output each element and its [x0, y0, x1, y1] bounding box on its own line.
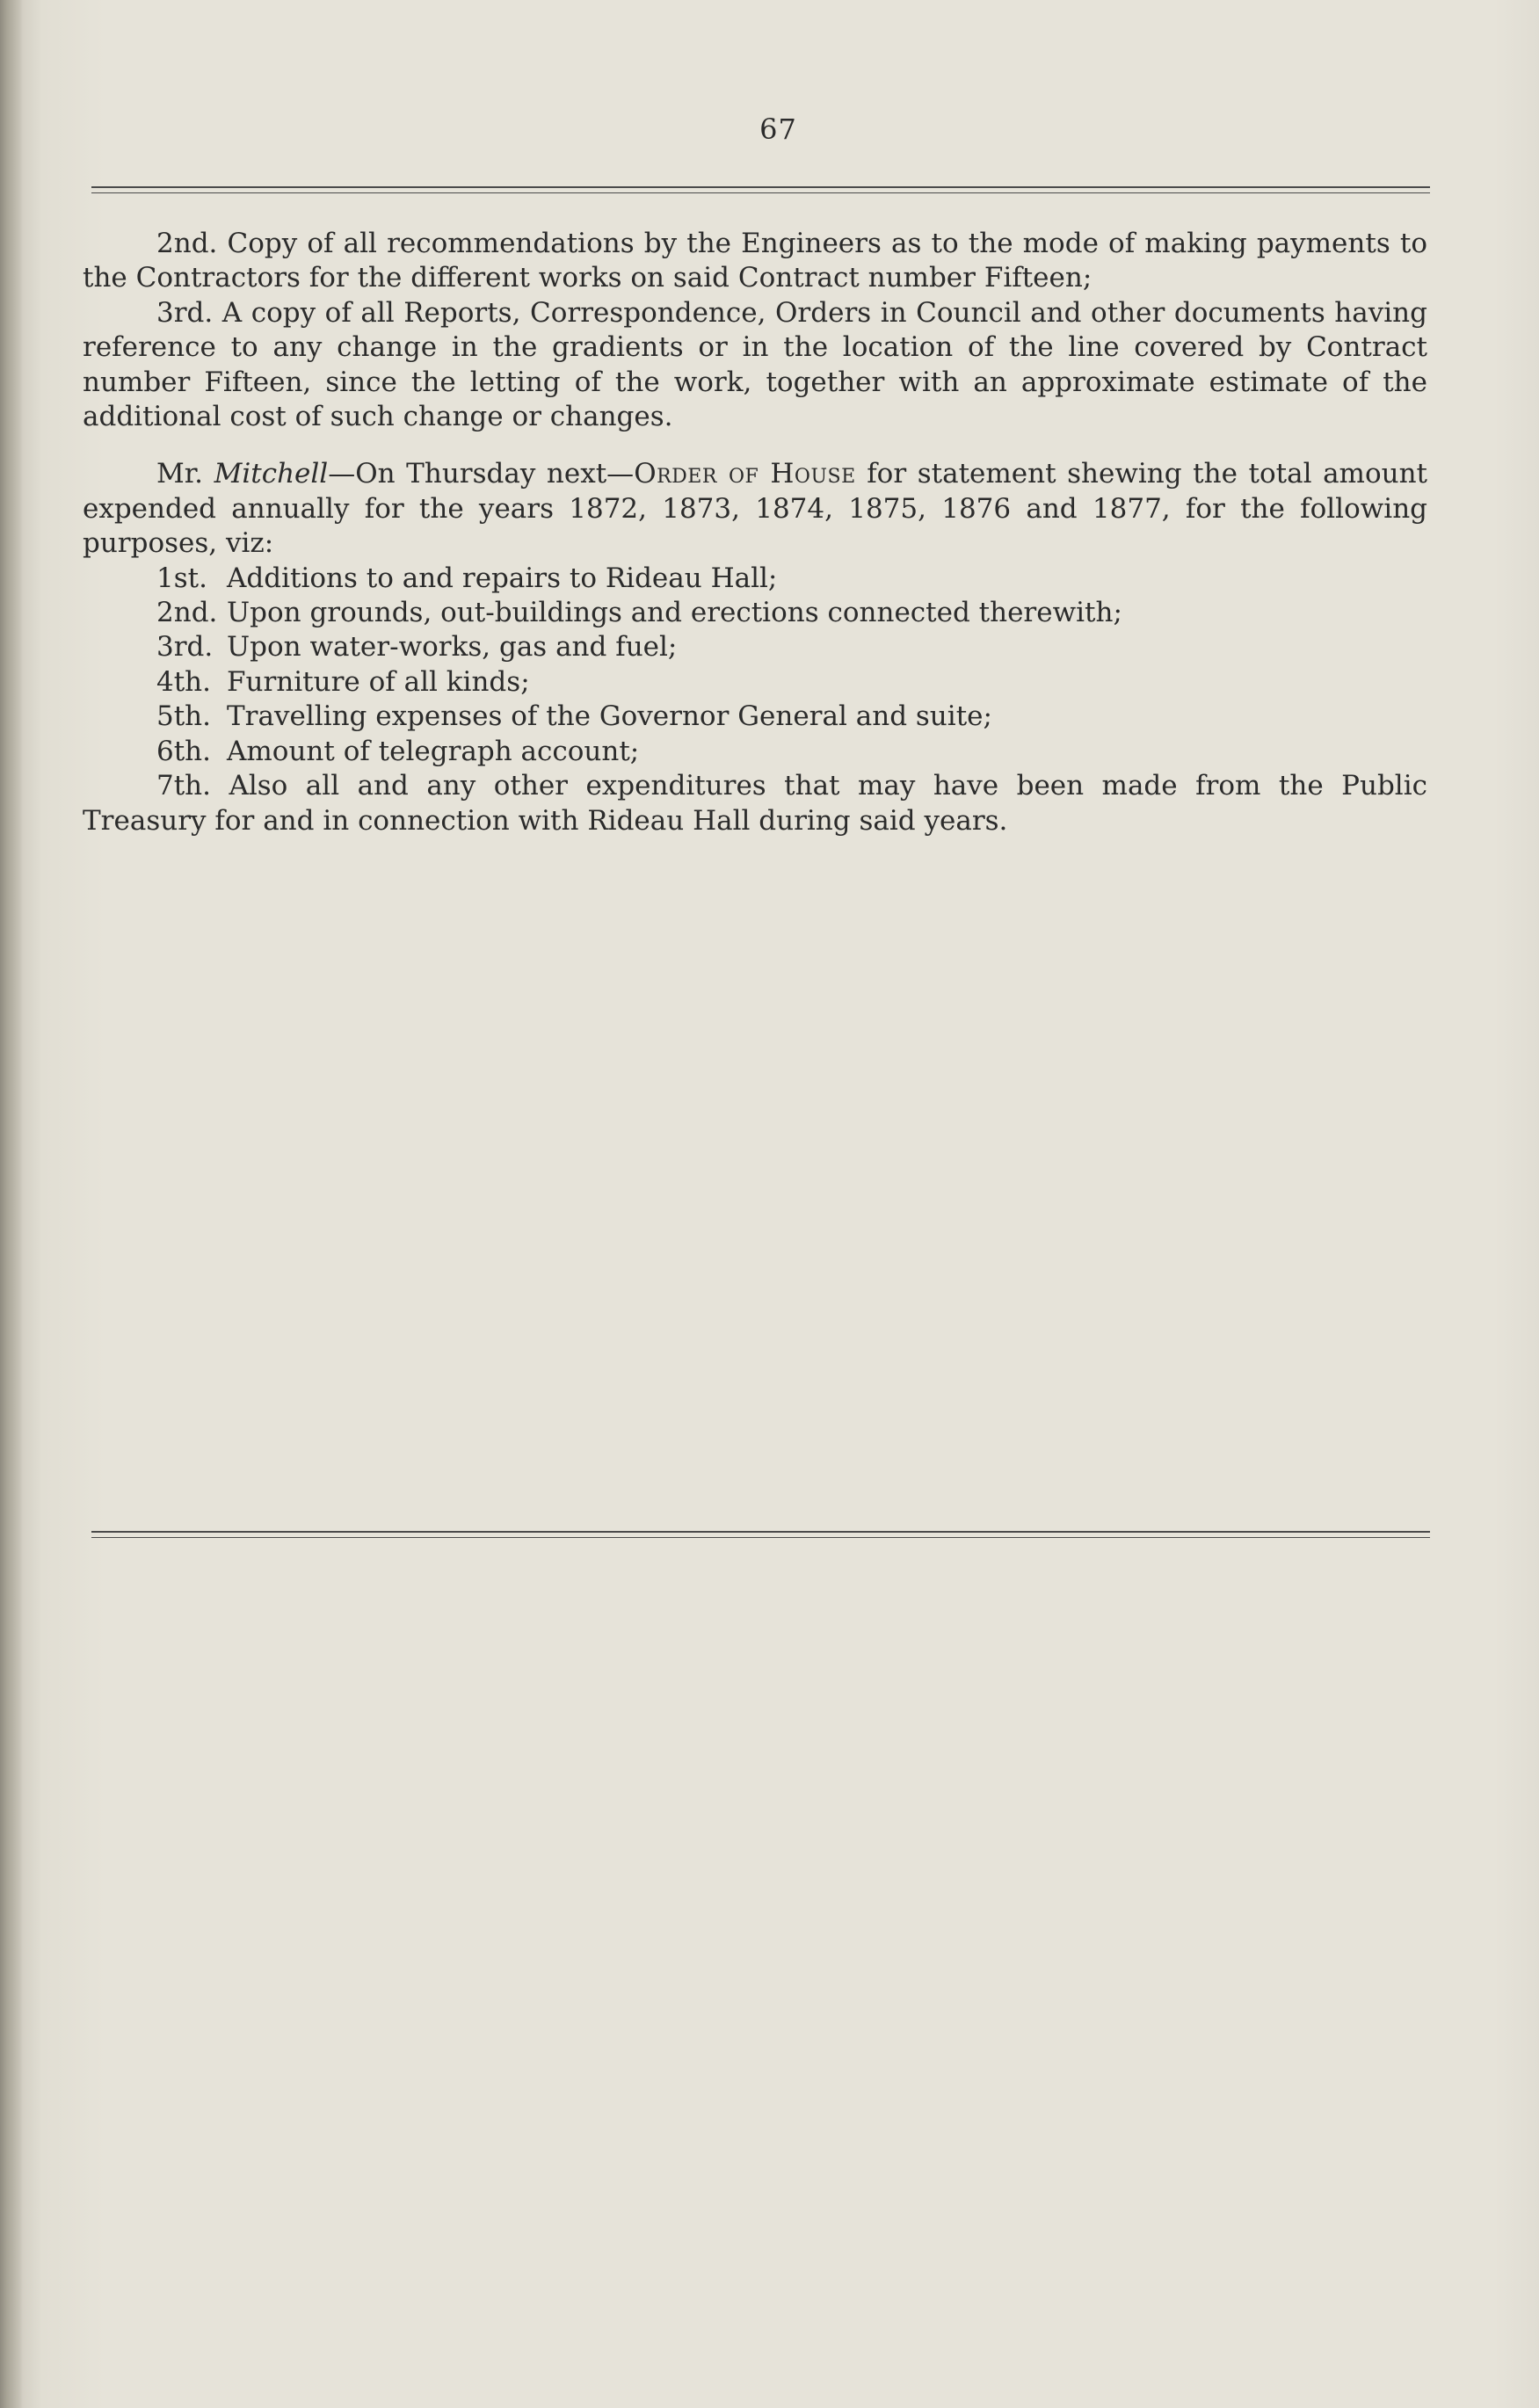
member-name: Mitchell: [214, 458, 329, 490]
paragraph-item-3rd: 3rd. A copy of all Reports, Correspondence, Orders in Council and other documents having reference to any change in the gradients or in the location of the line covered by Contract number Fifteen, since the letting of the work, together with an approximate estimate of the additional cost of such change or changes.: [83, 296, 1427, 433]
list-ordinal: 2nd.: [156, 597, 218, 629]
list-item: [83, 700, 1427, 734]
top-double-rule: [91, 186, 1430, 193]
motion-paragraph: [83, 457, 1427, 561]
list-item: [83, 562, 1427, 596]
binding-gutter: [0, 0, 23, 2408]
list-text: Travelling expenses of the Governor General and suite;: [227, 700, 992, 733]
list-item: [83, 630, 1427, 664]
motion-prefix: Mr.: [156, 458, 204, 490]
page-number: 67: [759, 112, 797, 146]
list-item: [83, 596, 1427, 630]
body-text: [83, 227, 1427, 838]
motion-statement: for statement shewing the total amount expended annually for the years 1872, 1873, 1874, 1875, 1876 and 1877, for the following purposes, viz:: [83, 458, 1428, 560]
list-text: Furniture of all kinds;: [227, 665, 530, 698]
bottom-double-rule: [91, 1531, 1430, 1538]
list-ordinal: 3rd.: [156, 631, 214, 664]
paragraph-item-2nd: 2nd. Copy of all recommendations by the Engineers as to the mode of making payments to the Contractors for the different works on said Contract number Fifteen;: [83, 228, 1427, 294]
paragraph-gap: [83, 434, 1427, 457]
list-ordinal: 4th.: [156, 665, 211, 698]
motion-intro: —On Thursday next—: [328, 458, 635, 490]
list-text: Additions to and repairs to Rideau Hall;: [227, 562, 778, 594]
list-text: Amount of telegraph account;: [227, 735, 640, 767]
order-label: Order of House: [634, 458, 856, 490]
list-text: Upon grounds, out-buildings and erections connected therewith;: [227, 597, 1122, 629]
list-item: [83, 735, 1427, 769]
list-item-final: 7th. Also all and any other expenditures that may have been made from the Public Treasury for and in connection with Rideau Hall during said years.: [83, 770, 1427, 837]
list-ordinal: 1st.: [156, 562, 207, 594]
list-ordinal: 5th.: [156, 700, 211, 733]
list-ordinal: 6th.: [156, 735, 211, 767]
list-text: Upon water-works, gas and fuel;: [227, 631, 678, 664]
list-item: [83, 665, 1427, 700]
